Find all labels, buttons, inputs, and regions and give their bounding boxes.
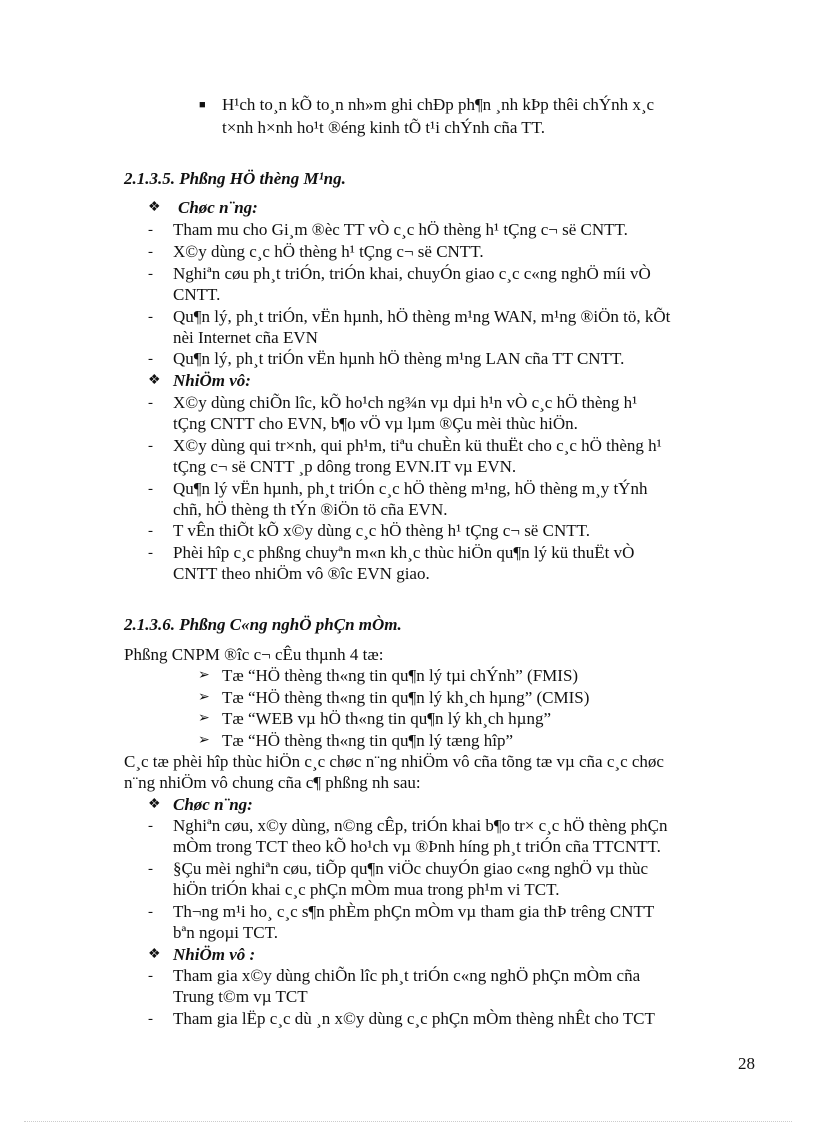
dash-bullet: -: [148, 545, 153, 561]
team-item: Tæ “HÖ thèng th«ng tin qu¶n lý tµi chÝnh” (FMIS): [222, 666, 579, 685]
list-item: X©y dùng chiÕn lîc, kÕ ho¹ch ng¾n vµ dµi h¹n vÒ c¸c hÖ thèng h¹: [173, 393, 638, 412]
team-item: Tæ “HÖ thèng th«ng tin qu¶n lý kh¸ch hµng” (CMIS): [222, 688, 590, 707]
list-item-continuation: nèi Internet cña EVN: [173, 328, 318, 347]
list-item: Th¬ng m¹i ho¸ c¸c s¶n phÈm phÇn mÒm vµ tham gia thÞ trêng CNTT: [173, 902, 655, 921]
dash-bullet: -: [148, 244, 153, 260]
list-item: Tham gia x©y dùng chiÕn lîc ph¸t triÓn c«ng nghÖ phÇn mÒm cña: [173, 966, 641, 985]
list-item-continuation: tÇng c¬ së CNTT ¸p dông trong EVN.IT vµ EVN.: [173, 457, 517, 476]
team-item: Tæ “HÖ thèng th«ng tin qu¶n lý tæng hîp”: [222, 731, 514, 750]
list-item: Qu¶n lý, ph¸t triÓn vËn hµnh hÖ thèng m¹ng LAN cña TT CNTT.: [173, 349, 625, 368]
list-item: T vÊn thiÕt kÕ x©y dùng c¸c hÖ thèng h¹ tÇng c¬ së CNTT.: [173, 521, 590, 540]
list-item: Qu¶n lý, ph¸t triÓn, vËn hµnh, hÖ thèng m¹ng WAN, m¹ng ®iÖn tö, kÕt: [173, 307, 671, 326]
dash-bullet: -: [148, 523, 153, 539]
list-item-continuation: CNTT.: [173, 285, 221, 304]
list-item-continuation: bªn ngoµi TCT.: [173, 923, 278, 942]
list-item-continuation: CNTT theo nhiÖm vô ®îc EVN giao.: [173, 564, 430, 583]
arrow-bullet-icon: ➢: [198, 668, 210, 683]
dash-bullet: -: [148, 438, 153, 454]
list-item-continuation: Trung t©m vµ TCT: [173, 987, 308, 1006]
functions-label: Chøc n¨ng:: [178, 198, 258, 217]
arrow-bullet-icon: ➢: [198, 690, 210, 705]
section-heading-software: 2.1.3.6. Phßng C«ng nghÖ phÇn mÒm.: [124, 615, 402, 634]
summary-line-2: n¨ng nhiÖm vô chung cña c¶ phßng nh sau:: [124, 773, 421, 792]
list-item: Nghiªn cøu, x©y dùng, n©ng cÊp, triÓn khai b¶o tr× c¸c hÖ thèng phÇn: [173, 816, 668, 835]
dash-bullet: -: [148, 904, 153, 920]
dash-bullet: -: [148, 818, 153, 834]
page-number: 28: [738, 1054, 755, 1073]
section-heading-network: 2.1.3.5. Phßng HÖ thèng M¹ng.: [124, 169, 346, 188]
list-item-continuation: tÇng CNTT cho EVN, b¶o vÖ vµ lµm ®Çu mèi thùc hiÖn.: [173, 414, 578, 433]
dash-bullet: -: [148, 266, 153, 282]
square-bullet-icon: ■: [199, 99, 206, 111]
dash-bullet: -: [148, 481, 153, 497]
list-item: §Çu mèi nghiªn cøu, tiÕp qu¶n viÖc chuyÓn giao c«ng nghÖ vµ thùc: [173, 859, 648, 878]
page-bottom-divider: [24, 1121, 792, 1122]
dash-bullet: -: [148, 1011, 153, 1027]
functions-label: Chøc n¨ng:: [173, 795, 253, 814]
section-intro: Phßng CNPM ®îc c¬ cÊu thµnh 4 tæ:: [124, 645, 384, 664]
arrow-bullet-icon: ➢: [198, 711, 210, 726]
intro-bullet-line-1: H¹ch to¸n kÕ to¸n nh»m ghi chÐp ph¶n ¸nh kÞp thêi chÝnh x¸c: [222, 95, 655, 114]
arrow-bullet-icon: ➢: [198, 733, 210, 748]
intro-bullet-line-2: t×nh h×nh ho¹t ®éng kinh tÕ t¹i chÝnh cña TT.: [222, 118, 546, 137]
diamond-bullet-icon: ❖: [148, 373, 161, 388]
list-item-continuation: chñ, hÖ thèng th tÝn ®iÖn tö cña EVN.: [173, 500, 448, 519]
list-item: Nghiªn cøu ph¸t triÓn, triÓn khai, chuyÓn giao c¸c c«ng nghÖ míi vÒ: [173, 264, 651, 283]
list-item: X©y dùng c¸c hÖ thèng h¹ tÇng c¬ së CNTT.: [173, 242, 484, 261]
duties-label: NhiÖm vô:: [173, 371, 251, 390]
dash-bullet: -: [148, 222, 153, 238]
list-item: Tham mu cho Gi¸m ®èc TT vÒ c¸c hÖ thèng h¹ tÇng c¬ së CNTT.: [173, 220, 628, 239]
list-item: Qu¶n lý vËn hµnh, ph¸t triÓn c¸c hÖ thèng m¹ng, hÖ thèng m¸y tÝnh: [173, 479, 648, 498]
list-item-continuation: hiÖn triÓn khai c¸c phÇn mÒm mua trong ph¹m vi TCT.: [173, 880, 560, 899]
diamond-bullet-icon: ❖: [148, 797, 161, 812]
list-item: X©y dùng qui tr×nh, qui ph¹m, tiªu chuÈn kü thuËt cho c¸c hÖ thèng h¹: [173, 436, 662, 455]
diamond-bullet-icon: ❖: [148, 947, 161, 962]
list-item-continuation: mÒm trong TCT theo kÕ ho¹ch vµ ®Þnh híng ph¸t triÓn cña TTCNTT.: [173, 837, 661, 856]
summary-line-1: C¸c tæ phèi hîp thùc hiÖn c¸c chøc n¨ng nhiÖm vô cña tõng tæ vµ cña c¸c chøc: [124, 752, 664, 771]
dash-bullet: -: [148, 395, 153, 411]
dash-bullet: -: [148, 309, 153, 325]
list-item: Tham gia lËp c¸c dù ¸n x©y dùng c¸c phÇn mÒm thèng nhÊt cho TCT: [173, 1009, 655, 1028]
team-item: Tæ “WEB vµ hÖ th«ng tin qu¶n lý kh¸ch hµng”: [222, 709, 552, 728]
dash-bullet: -: [148, 351, 153, 367]
dash-bullet: -: [148, 968, 153, 984]
dash-bullet: -: [148, 861, 153, 877]
duties-label: NhiÖm vô :: [173, 945, 256, 964]
list-item: Phèi hîp c¸c phßng chuyªn m«n kh¸c thùc hiÖn qu¶n lý kü thuËt vÒ: [173, 543, 635, 562]
diamond-bullet-icon: ❖: [148, 200, 161, 215]
